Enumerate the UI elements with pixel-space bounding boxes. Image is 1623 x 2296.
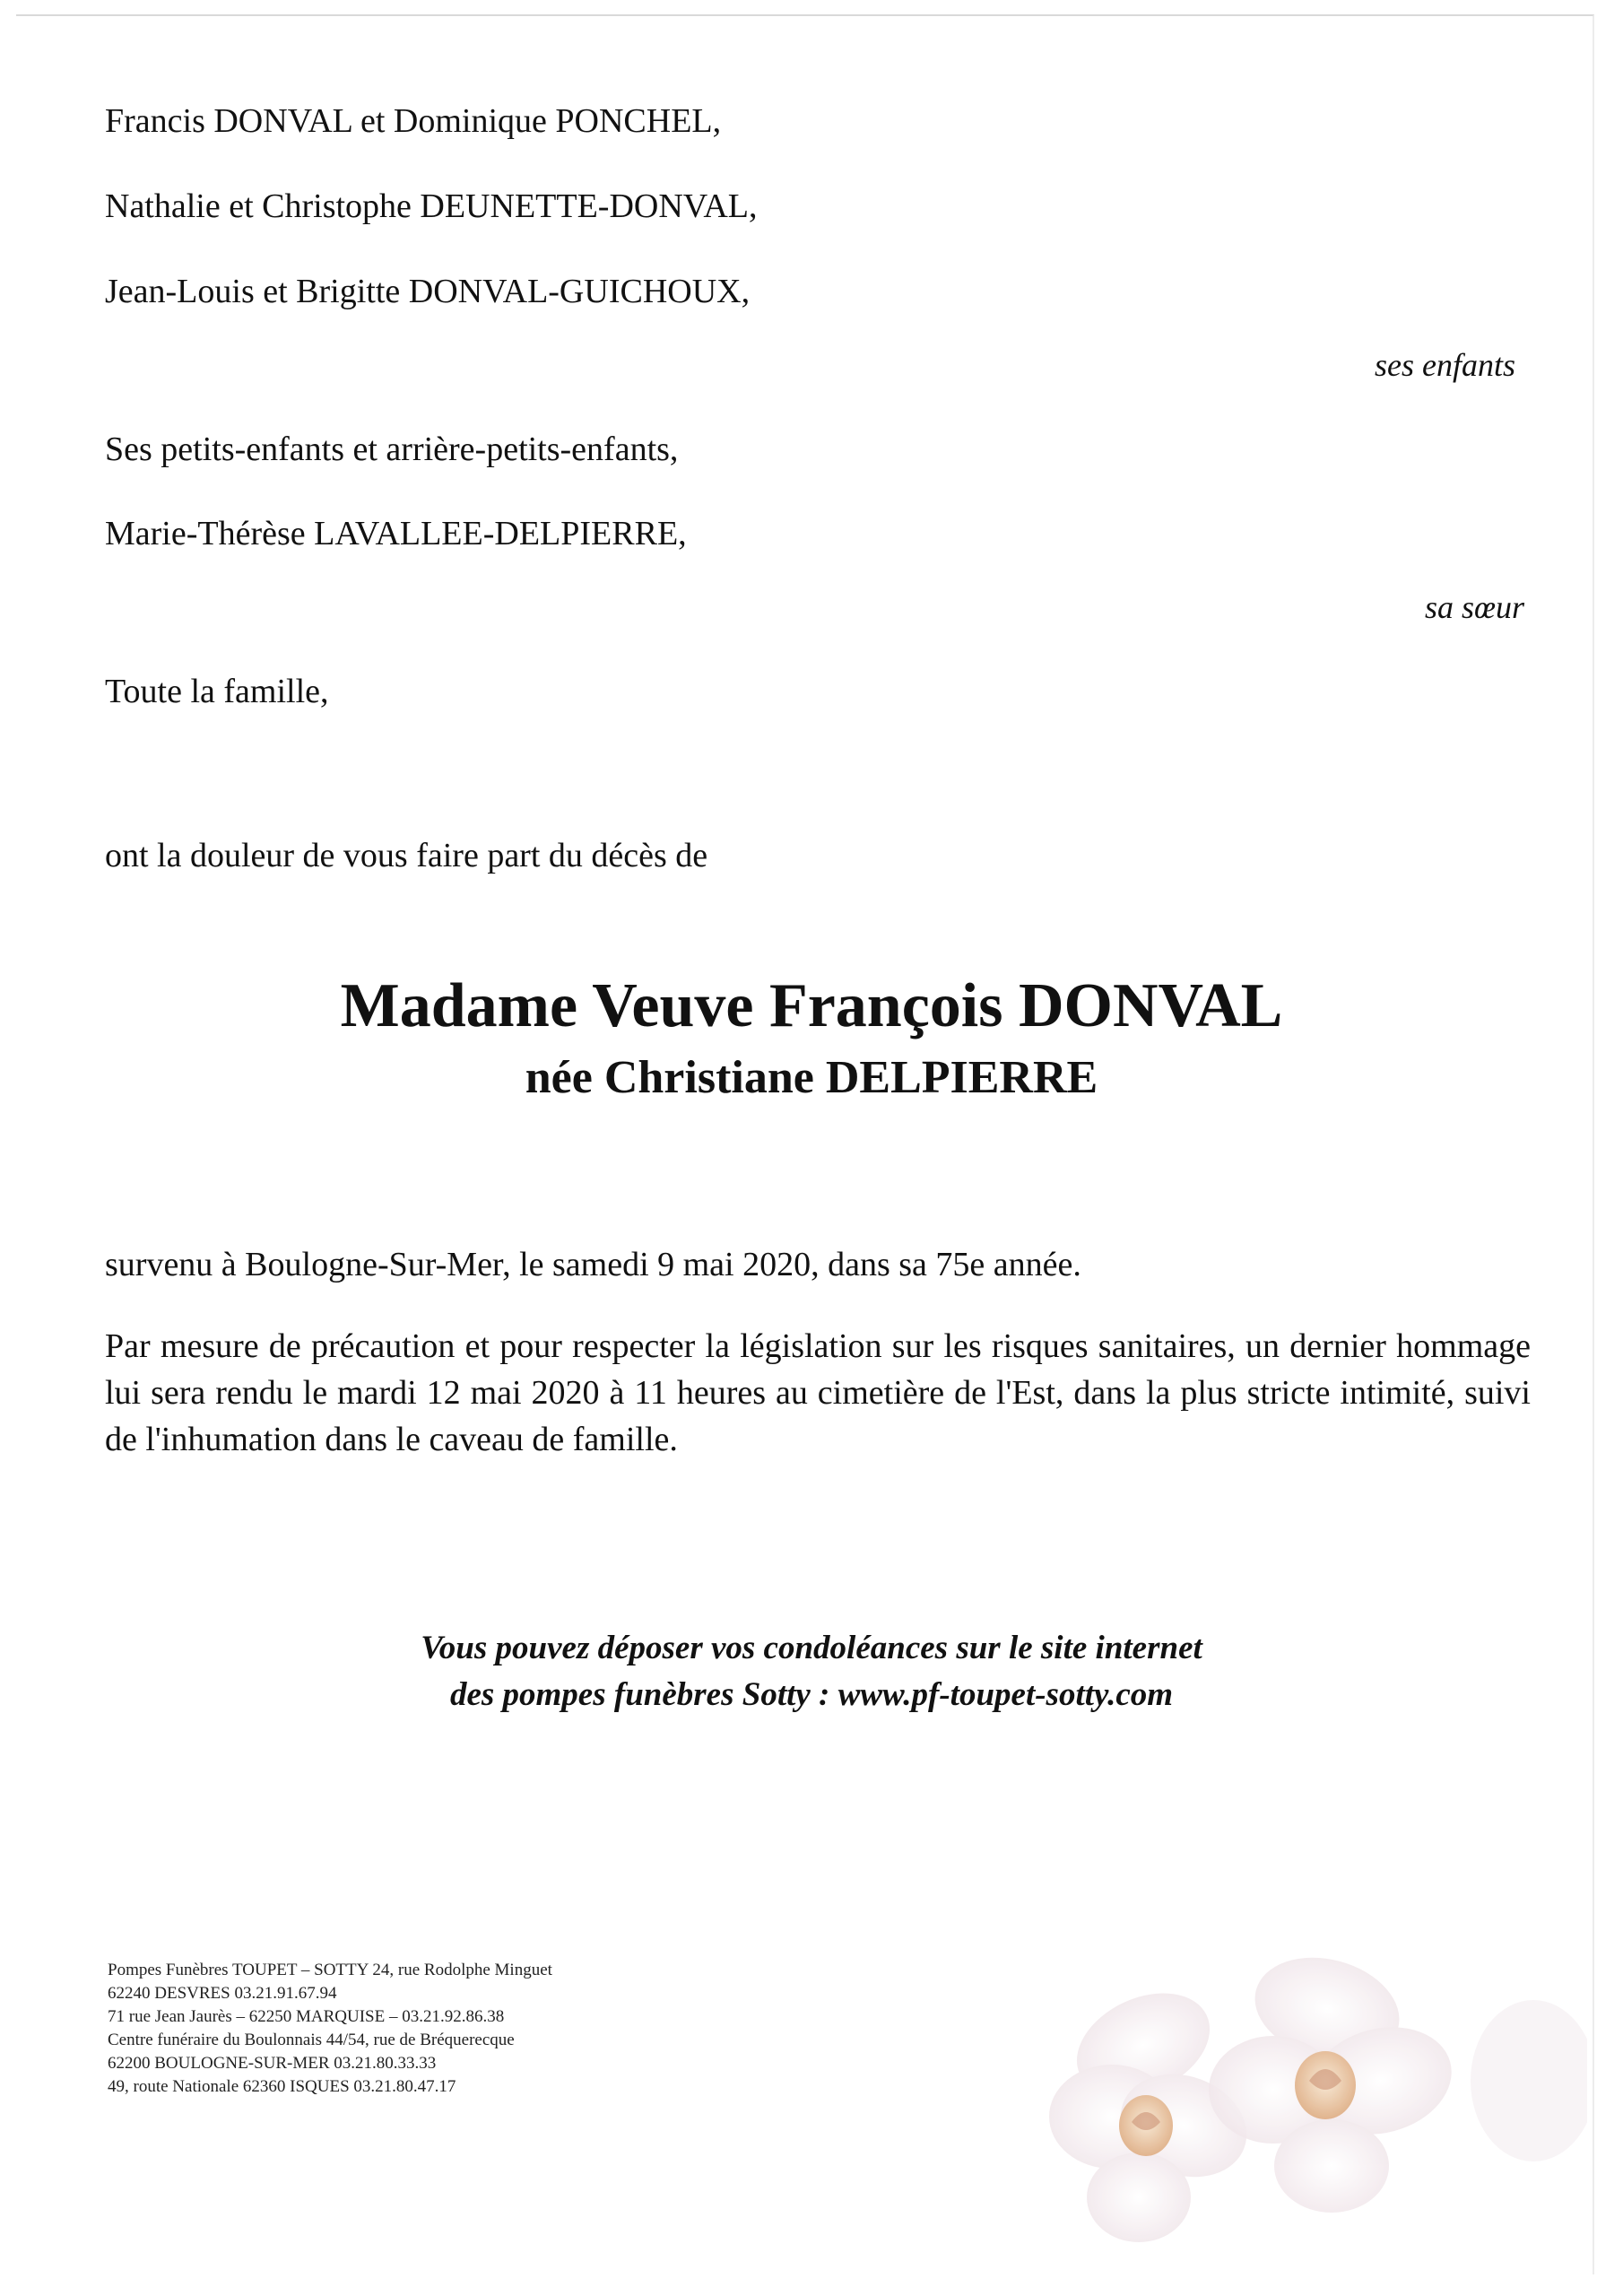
- orchid-flowers-icon: [1031, 1946, 1587, 2292]
- condolences-notice: [0, 1625, 1623, 1718]
- whole-family-line: Toute la famille,: [105, 673, 329, 710]
- funeral-home-line: 49, route Nationale 62360 ISQUES 03.21.80.47.17: [108, 2077, 456, 2096]
- funeral-home-contacts: [108, 1959, 552, 2099]
- deceased-name: Madame Veuve François DONVAL: [340, 971, 1283, 1040]
- deceased-birth-name: née Christiane DELPIERRE: [525, 1052, 1098, 1103]
- condolences-line-1: Vous pouvez déposer vos condoléances sur le site internet: [421, 1630, 1202, 1666]
- sister-line: Marie-Thérèse LAVALLEE-DELPIERRE,: [105, 515, 687, 552]
- funeral-home-line: 71 rue Jean Jaurès – 62250 MARQUISE – 03.21.92.86.38: [108, 2007, 505, 2026]
- funeral-home-line: Centre funéraire du Boulonnais 44/54, rue de Bréquerecque: [108, 2031, 515, 2049]
- death-details: survenu à Boulogne-Sur-Mer, le samedi 9 mai 2020, dans sa 75e année.: [105, 1246, 1081, 1283]
- grandchildren-line: Ses petits-enfants et arrière-petits-enfants,: [105, 430, 679, 468]
- child-line-1: Francis DONVAL et Dominique PONCHEL,: [105, 102, 722, 140]
- ceremony-paragraph: Par mesure de précaution et pour respecter la législation sur les risques sanitaires, un dernier hommage lui sera rendu le mardi 12 mai 2020 à 11 heures au cimetière de l'Est, dans la plus stricte intimité, suivi de l'inhumation dans le caveau de famille.: [105, 1327, 1531, 1458]
- child-line-3: Jean-Louis et Brigitte DONVAL-GUICHOUX,: [105, 273, 751, 310]
- sister-relation: sa sœur: [1424, 589, 1524, 625]
- page-border: [16, 14, 1594, 2274]
- funeral-home-line: 62200 BOULOGNE-SUR-MER 03.21.80.33.33: [108, 2054, 437, 2073]
- orchid-right: [1209, 1946, 1463, 2213]
- children-relation: ses enfants: [1375, 347, 1515, 383]
- condolences-line-2: des pompes funèbres Sotty : www.pf-toupet-sotty.com: [449, 1676, 1174, 1713]
- funeral-home-line: Pompes Funèbres TOUPET – SOTTY 24, rue Rodolphe Minguet: [108, 1961, 552, 1979]
- child-line-2: Nathalie et Christophe DEUNETTE-DONVAL,: [105, 187, 758, 225]
- funeral-home-line: 62240 DESVRES 03.21.91.67.94: [108, 1984, 337, 2003]
- announcement-line: ont la douleur de vous faire part du décès de: [105, 837, 708, 874]
